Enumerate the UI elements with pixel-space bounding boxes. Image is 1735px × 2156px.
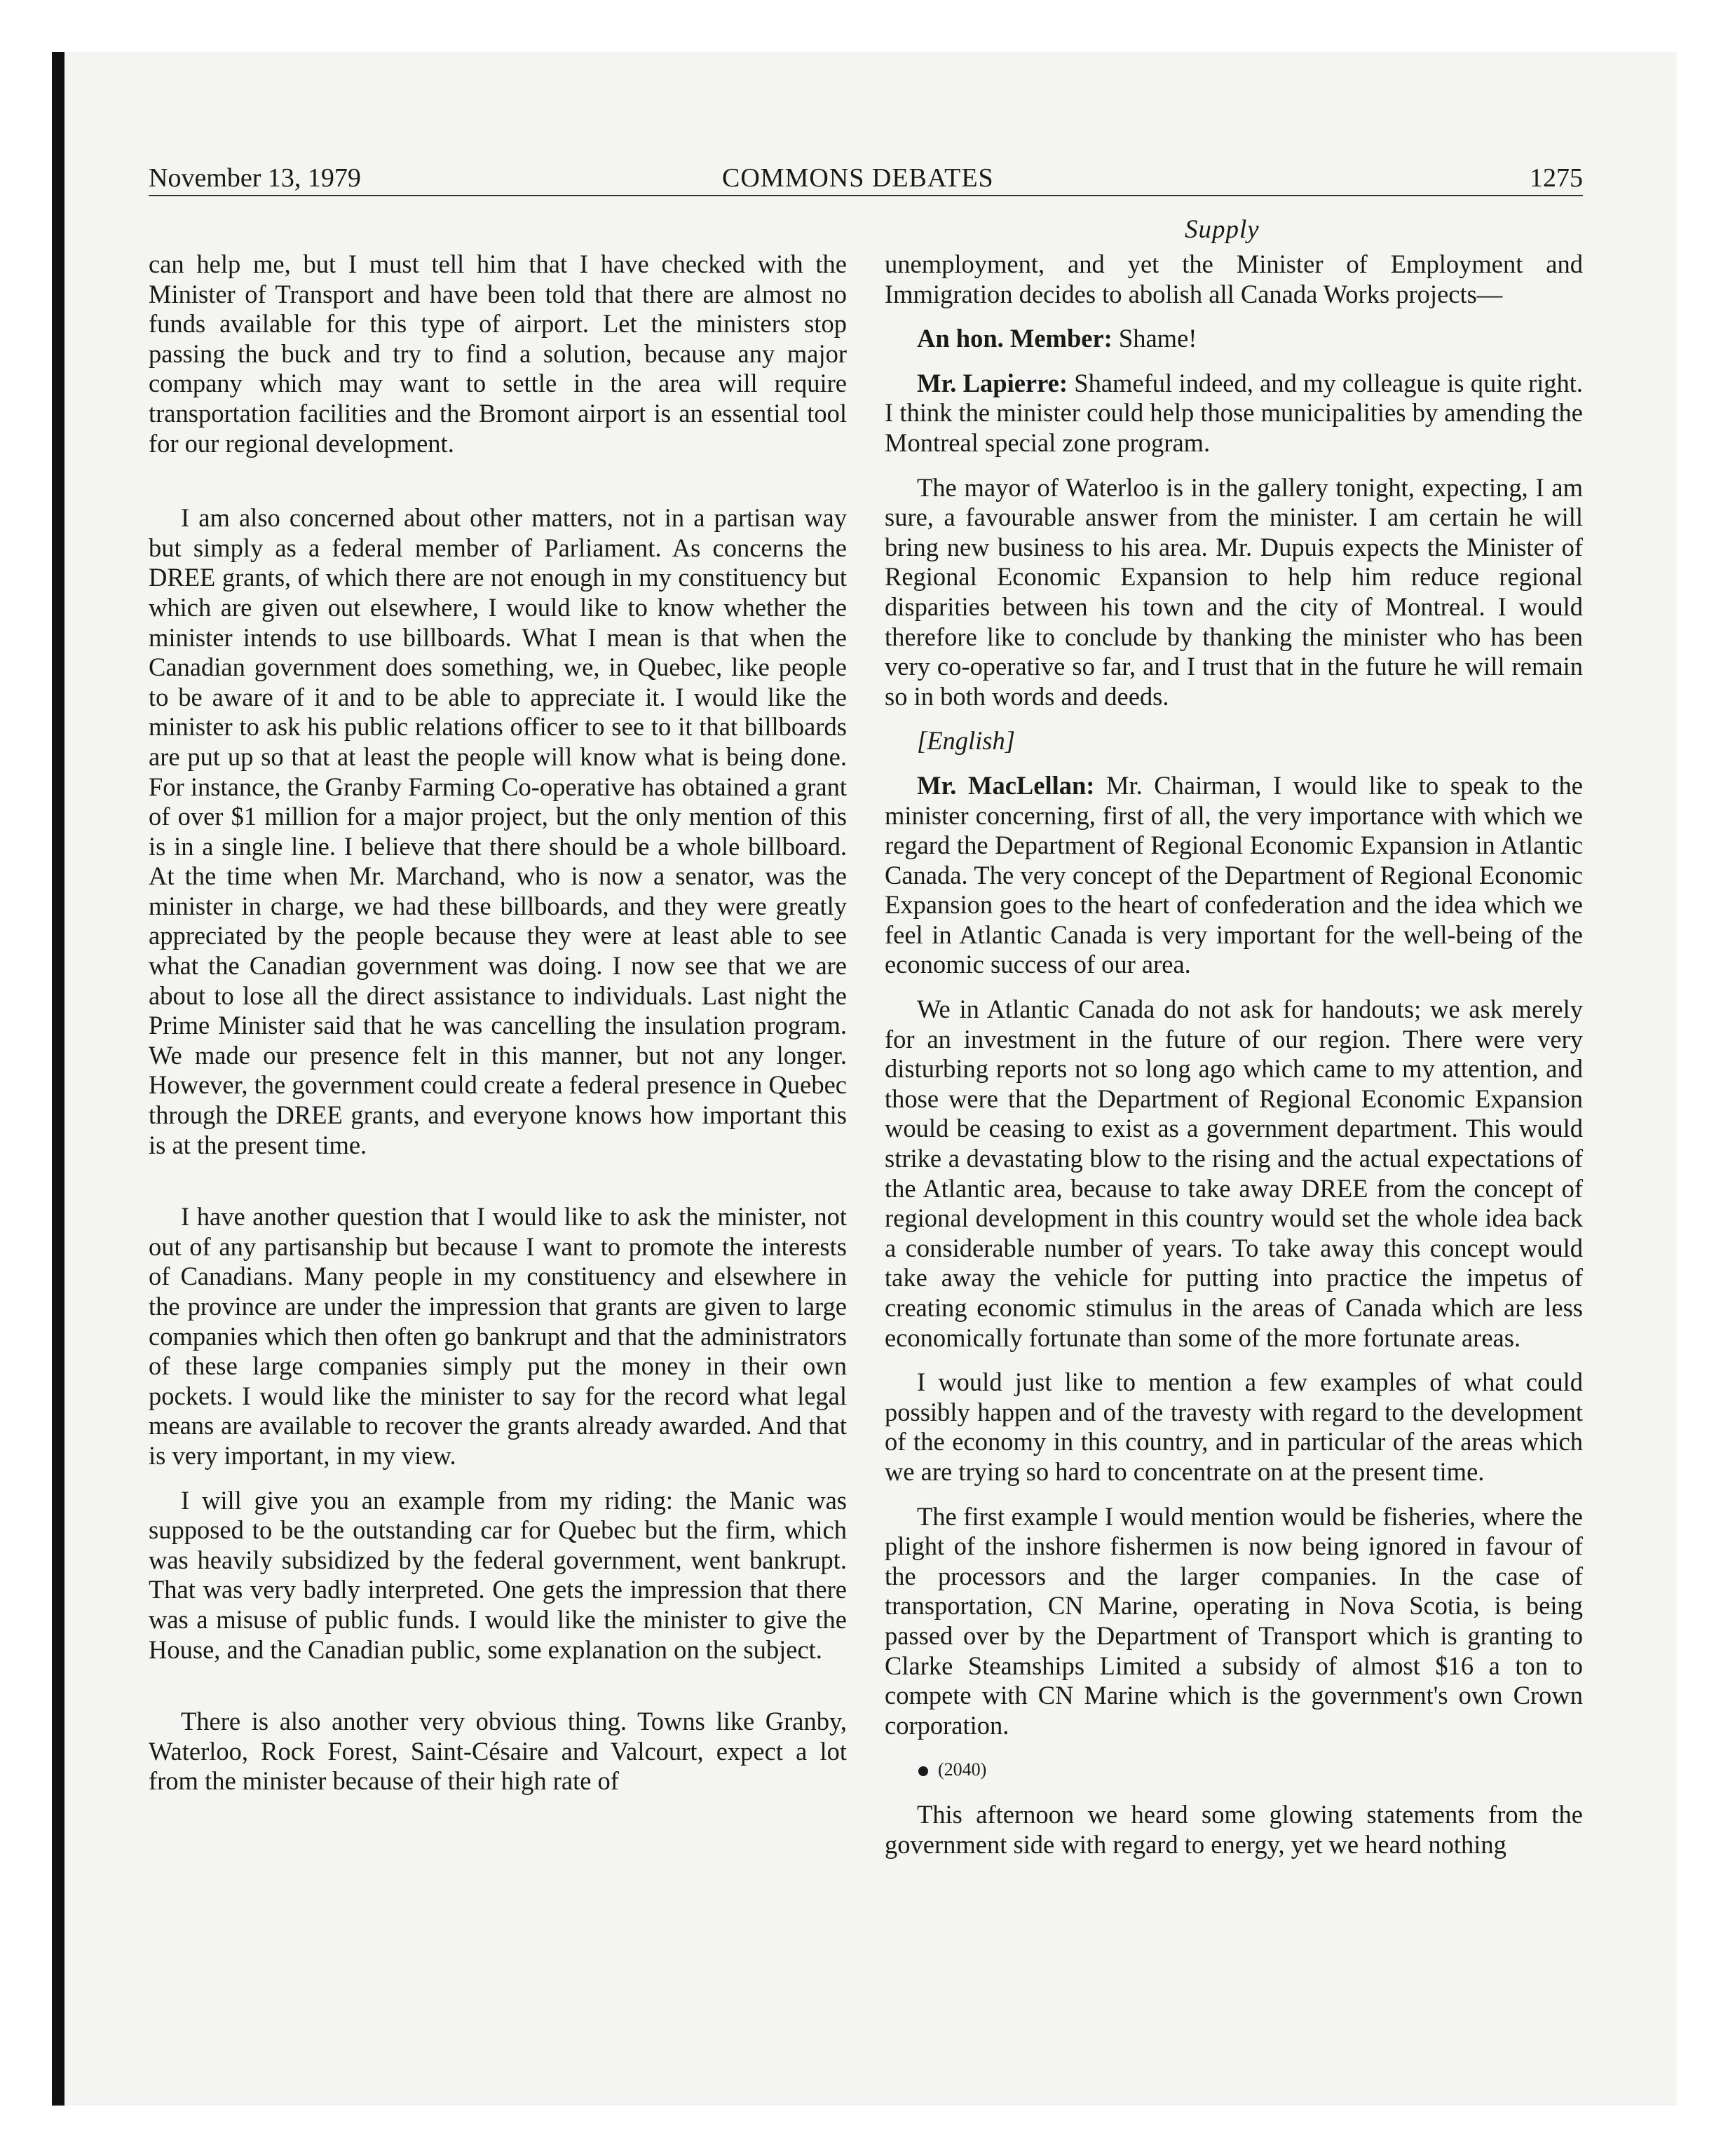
paragraph: This afternoon we heard some glowing statements from the government side with regard to energy, yet we heard nothing (885, 1799, 1583, 1859)
paragraph: There is also another very obvious thing. Towns like Granby, Waterloo, Rock Forest, Saint-Césaire and Valcourt, expect a lot from the minister because of their high rate of (149, 1707, 847, 1796)
speech (885, 771, 1583, 980)
speech (885, 369, 1583, 458)
paragraph: I would just like to mention a few examples of what could possibly happen and of the travesty with regard to the development of the economy in this country, and in particular of the areas which we are trying so hard to concentrate on at the present time. (885, 1367, 1583, 1486)
paragraph: We in Atlantic Canada do not ask for handouts; we ask merely for an investment in the future of our region. There were very disturbing reports not so long ago which came to my attention, and those were that the Department of Regional Economic Expansion would be ceasing to exist as a government department. This would strike a devastating blow to the rising and the actual expectations of the Atlantic area, because to take away DREE from the concept of regional development in this country would set the whole idea back a considerable number of years. To take away this concept would take away the vehicle for putting into practice the impetus of creating economic stimulus in the areas of Canada which are less economically fortunate than some of the more fortunate areas. (885, 995, 1583, 1352)
time-marker-text: (2040) (938, 1759, 987, 1780)
paragraph: can help me, but I must tell him that I have checked with the Minister of Transport and have been told that there are almost no funds available for this type of airport. Let the ministers stop passing the buck and try to find a solution, because any major company which may want to settle in the area will require transportation facilities and the Bromont airport is an essential tool for our regional development. (149, 250, 847, 458)
page-number: 1275 (1530, 163, 1583, 193)
header-date: November 13, 1979 (149, 163, 361, 193)
section-title: Supply (1185, 215, 1260, 244)
language-note: [English] (917, 726, 1015, 756)
header-rule (149, 195, 1583, 196)
paragraph: I am also concerned about other matters, not in a partisan way but simply as a federal member of Parliament. As concerns the DREE grants, of which there are not enough in my constituency but which are given out elsewhere, I would like to know whether the minister intends to use billboards. What I mean is that when the Canadian government does something, we, in Quebec, like people to be aware of it and to be able to appreciate it. I would like the minister to ask his public relations officer to see to it that billboards are put up so that at least the people will know what is being done. For instance, the Granby Farming Co-operative has obtained a grant of over $1 million for a major project, but the only mention of this is in a single line. I believe that there should be a whole billboard. At the time when Mr. Marchand, who is now a senator, was the minister in charge, we had these billboards, and they were greatly appreciated by the people because they were at least able to see what the Canadian government was doing. I now see that we are about to lose all the direct assistance to individuals. Last night the Prime Minister said that he was cancelling the insulation program. We made our presence felt in this manner, but not any longer. However, the government could create a federal presence in Quebec through the DREE grants, and everyone knows how important this is at the present time. (149, 503, 847, 1159)
speech-text: Shame! (1118, 324, 1197, 353)
paragraph: unemployment, and yet the Minister of Employment and Immigration decides to abolish all Canada Works projects— (885, 250, 1583, 308)
header-title: COMMONS DEBATES (722, 163, 994, 193)
paragraph: The mayor of Waterloo is in the gallery tonight, expecting, I am sure, a favourable answer from the minister. I am certain he will bring new business to his area. Mr. Dupuis expects the Minister of Regional Economic Expansion to help him reduce regional disparities between his town and the city of Montreal. I would therefore like to conclude by thanking the minister who has been very co-operative so far, and I trust that in the future he will remain so in both words and deeds. (885, 472, 1583, 711)
paragraph: The first example I would mention would be fisheries, where the plight of the inshore fishermen is now being ignored in favour of the processors and the larger companies. In the case of transportation, CN Marine, operating in Nova Scotia, is being passed over by the Department of Transport which is granting to Clarke Steamships Limited a subsidy of almost $16 a ton to compete with CN Marine which is the government's own Crown corporation. (885, 1501, 1583, 1740)
right-column (885, 250, 1583, 1874)
bullet-icon (918, 1766, 928, 1776)
time-marker (885, 1755, 1583, 1785)
interjection (885, 324, 1583, 354)
speaker-name: An hon. Member: (917, 324, 1113, 353)
paragraph: I have another question that I would like to ask the minister, not out of any partisanship but because I want to promote the interests of Canadians. Many people in my constituency and elsewhere in the province are under the impression that grants are given to large companies which then often go bankrupt and that the administrators of these large companies simply put the money in their own pockets. I would like the minister to say for the record what legal means are available to recover the grants already awarded. And that is very important, in my view. (149, 1202, 847, 1470)
speaker-name: Mr. MacLellan: (917, 770, 1095, 800)
speech-text: Mr. Chairman, I would like to speak to the minister concerning, first of all, the very importance with which we regard the Department of Regional Economic Expansion in Atlantic Canada. The very concept of the Department of Regional Economic Expansion goes to the heart of confederation and the idea which we feel in Atlantic Canada is very important for the well-being of the economic success of our area. (885, 770, 1583, 979)
speech-text: Shameful indeed, and my colleague is quite right. I think the minister could help those municipalities by amending the Montreal special zone program. (885, 368, 1583, 457)
scan-edge (52, 52, 64, 2106)
speaker-name: Mr. Lapierre: (917, 368, 1068, 397)
paragraph: I will give you an example from my riding: the Manic was supposed to be the outstanding car for Quebec but the firm, which was heavily subsidized by the federal government, went bankrupt. That was very badly interpreted. One gets the impression that there was a misuse of public funds. I would like the minister to give the House, and the Canadian public, some explanation on the subject. (149, 1485, 847, 1664)
left-column (149, 250, 847, 1811)
